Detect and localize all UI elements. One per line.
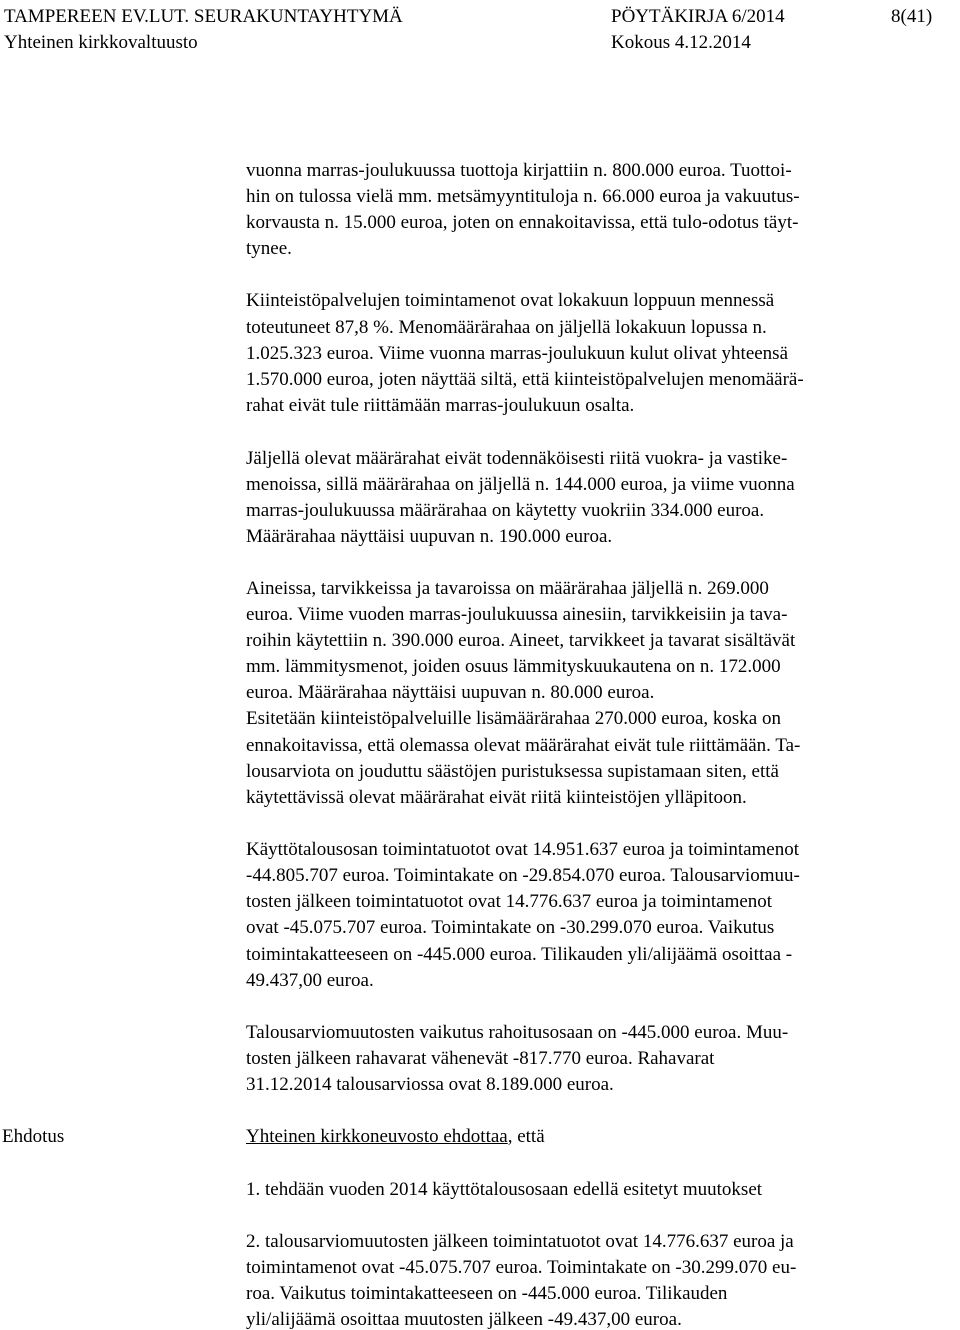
proposal-item-2-line: yli/alijäämä osoittaa muutosten jälkeen -49.437,00 euroa. (246, 1309, 682, 1330)
header-body-name: Yhteinen kirkkovaltuusto (4, 32, 198, 53)
proposal-item-2-line: 2. talousarviomuutosten jälkeen toimintatuotot ovat 14.776.637 euroa ja (246, 1231, 794, 1252)
paragraph-2-line: 1.570.000 euroa, joten näyttää siltä, että kiinteistöpalvelujen menomäärä- (246, 369, 804, 390)
proposal-intro-rest: , että (507, 1126, 545, 1147)
paragraph-1-line: vuonna marras-joulukuussa tuottoja kirjattiin n. 800.000 euroa. Tuottoi- (246, 160, 792, 181)
paragraph-4-line: euroa. Viime vuoden marras-joulukuussa ainesiin, tarvikkeisiin ja tava- (246, 604, 788, 625)
proposal-intro (246, 1127, 545, 1146)
paragraph-4-line: käytettävissä olevat määrärahat eivät riitä kiinteistöjen ylläpitoon. (246, 787, 747, 808)
paragraph-1-line: tynee. (246, 238, 292, 259)
paragraph-5-line: 49.437,00 euroa. (246, 970, 374, 991)
header-org: TAMPEREEN EV.LUT. SEURAKUNTAYHTYMÄ (4, 6, 403, 27)
header-page-number: 8(41) (891, 6, 933, 27)
paragraph-4-line: Esitetään kiinteistöpalveluille lisämäärärahaa 270.000 euroa, koska on (246, 708, 781, 729)
proposal-item-2-line: toimintamenot ovat -45.075.707 euroa. Toimintakate on -30.299.070 eu- (246, 1257, 797, 1278)
paragraph-4-line: roihin käytettiin n. 390.000 euroa. Aineet, tarvikkeet ja tavarat sisältävät (246, 630, 796, 651)
paragraph-4-line: Aineissa, tarvikkeissa ja tavaroissa on määrärahaa jäljellä n. 269.000 (246, 578, 769, 599)
header-meeting: Kokous 4.12.2014 (611, 32, 751, 53)
paragraph-6-line: tosten jälkeen rahavarat vähenevät -817.770 euroa. Rahavarat (246, 1048, 715, 1069)
paragraph-4-line: lousarviota on jouduttu säästöjen puristuksessa supistamaan siten, että (246, 761, 779, 782)
proposal-label: Ehdotus (2, 1126, 65, 1147)
proposal-item-2-line: roa. Vaikutus toimintakatteeseen on -445.000 euroa. Tilikauden (246, 1283, 728, 1304)
paragraph-3-line: menoissa, sillä määrärahaa on jäljellä n. 144.000 euroa, ja viime vuonna (246, 474, 795, 495)
proposal-intro-proposer: Yhteinen kirkkoneuvosto ehdottaa (246, 1126, 508, 1147)
paragraph-2-line: rahat eivät tule riittämään marras-joulukuun osalta. (246, 395, 635, 416)
paragraph-3-line: Jäljellä olevat määrärahat eivät todennäköisesti riitä vuokra- ja vastike- (246, 448, 788, 469)
paragraph-5-line: tosten jälkeen toimintatuotot ovat 14.776.637 euroa ja toimintamenot (246, 891, 773, 912)
paragraph-3-line: Määrärahaa näyttäisi uupuvan n. 190.000 euroa. (246, 526, 613, 547)
paragraph-6-line: 31.12.2014 talousarviossa ovat 8.189.000 euroa. (246, 1074, 614, 1095)
paragraph-1-line: hin on tulossa vielä mm. metsämyyntituloja n. 66.000 euroa ja vakuutus- (246, 186, 800, 207)
paragraph-4-line: ennakoitavissa, että olemassa olevat määrärahat eivät tule riittämään. Ta- (246, 735, 801, 756)
paragraph-2-line: 1.025.323 euroa. Viime vuonna marras-joulukuun kulut olivat yhteensä (246, 343, 789, 364)
paragraph-4-line: mm. lämmitysmenot, joiden osuus lämmityskuukautena on n. 172.000 (246, 656, 781, 677)
proposal-item-1: 1. tehdään vuoden 2014 käyttötalousosaan edellä esitetyt muutokset (246, 1179, 763, 1200)
paragraph-5-line: toimintakatteeseen on -445.000 euroa. Tilikauden yli/alijäämä osoittaa - (246, 944, 793, 965)
paragraph-4-line: euroa. Määrärahaa näyttäisi uupuvan n. 80.000 euroa. (246, 682, 655, 703)
paragraph-5-line: -44.805.707 euroa. Toimintakate on -29.854.070 euroa. Talousarviomuu- (246, 865, 800, 886)
header-doc-type: PÖYTÄKIRJA 6/2014 (611, 6, 785, 27)
paragraph-5-line: ovat -45.075.707 euroa. Toimintakate on -30.299.070 euroa. Vaikutus (246, 917, 775, 938)
paragraph-1-line: korvausta n. 15.000 euroa, joten on ennakoitavissa, että tulo-odotus täyt- (246, 212, 799, 233)
paragraph-3-line: marras-joulukuussa määrärahaa on käytetty vuokriin 334.000 euroa. (246, 500, 765, 521)
paragraph-2-line: Kiinteistöpalvelujen toimintamenot ovat lokakuun loppuun mennessä (246, 290, 775, 311)
paragraph-6-line: Talousarviomuutosten vaikutus rahoitusosaan on -445.000 euroa. Muu- (246, 1022, 789, 1043)
paragraph-5-line: Käyttötalousosan toimintatuotot ovat 14.951.637 euroa ja toimintamenot (246, 839, 800, 860)
paragraph-2-line: toteutuneet 87,8 %. Menomäärärahaa on jäljellä lokakuun lopussa n. (246, 317, 767, 338)
